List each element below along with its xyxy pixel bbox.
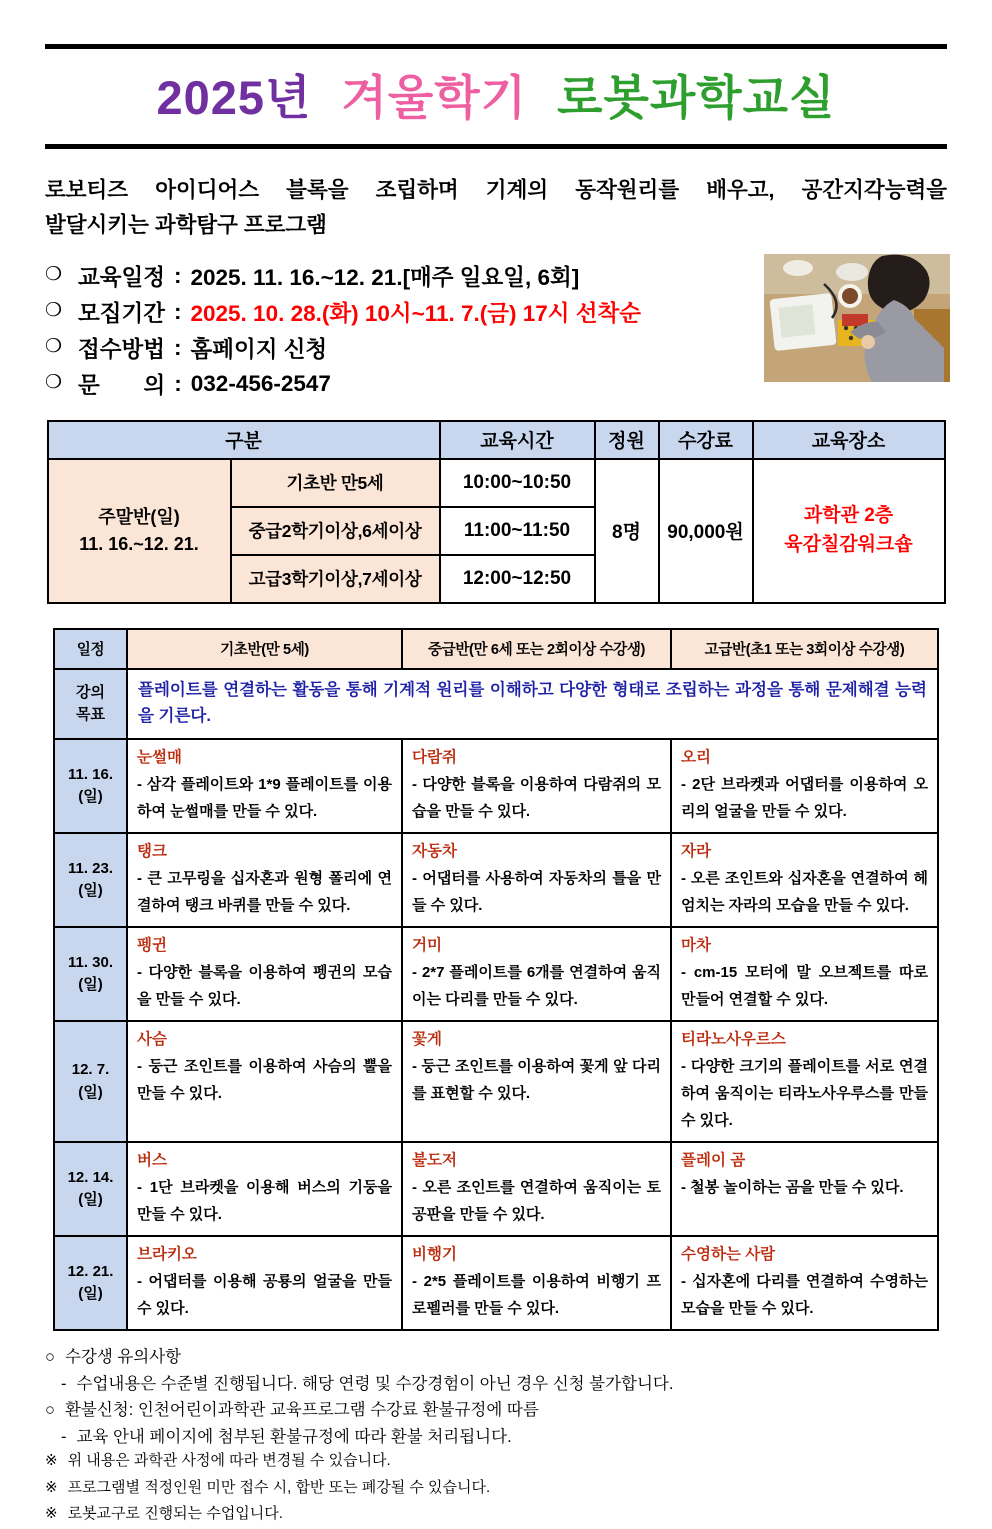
lesson-title: 오리: [681, 749, 711, 767]
circle-bullet-icon: ❍: [45, 264, 63, 285]
date-cell: [54, 927, 127, 1021]
title-bottom-rule: [45, 144, 947, 149]
date-text: 12. 14.: [67, 1168, 114, 1186]
lesson-cell-basic: [127, 833, 402, 927]
circle-bullet-icon: ❍: [45, 372, 63, 393]
lesson-title: 사슴: [137, 1031, 167, 1049]
lesson-cell-intermediate: [402, 739, 671, 833]
goal-label-cell: [54, 669, 127, 740]
note-line: [45, 1370, 947, 1397]
col-header-capacity: 정원: [595, 421, 659, 459]
lesson-desc: - 다양한 블록을 이용하여 다람쥐의 모습을 만들 수 있다.: [412, 776, 661, 821]
info-value-highlight: 2025. 10. 28.(화) 10시~11. 7.(금) 17시 선착순: [190, 300, 641, 326]
circle-marker: ○: [45, 1401, 55, 1420]
note-line: [45, 1502, 947, 1529]
col-header-place: 교육장소: [753, 421, 945, 459]
lesson-desc: - 다양한 크기의 플레이트를 서로 연결하여 움직이는 티라노사우루스를 만들 수 있다.: [681, 1058, 928, 1130]
lesson-desc: - 둥근 조인트를 이용하여 사슴의 뿔을 만들 수 있다.: [137, 1058, 392, 1103]
note-line: [45, 1449, 947, 1476]
circle-bullet-icon: ❍: [45, 336, 63, 357]
col-header-advanced: 고급반(초1 또는 3회이상 수강생): [671, 629, 938, 669]
class-photo: [764, 254, 950, 382]
curriculum-table: [53, 628, 939, 1332]
lesson-title: 불도저: [412, 1152, 457, 1170]
reference-marker: ※: [45, 1452, 58, 1470]
lesson-desc: - 다양한 블록을 이용하여 펭귄의 모습을 만들 수 있다.: [137, 964, 392, 1009]
note-line: [45, 1476, 947, 1503]
reference-marker: ※: [45, 1505, 58, 1523]
note-line: [45, 1423, 947, 1450]
lesson-cell-advanced: [671, 739, 938, 833]
date-text: 11. 30.: [67, 953, 114, 971]
lesson-desc: - 삼각 플레이트와 1*9 플레이트를 이용하여 눈썰매를 만들 수 있다.: [137, 776, 392, 821]
col-header-category: 구분: [48, 421, 440, 459]
title-name: 로봇과학교실: [557, 71, 836, 124]
note-text: 로봇교구로 진행되는 수업입니다.: [67, 1505, 283, 1523]
date-text: 12. 21.: [67, 1262, 114, 1280]
lesson-cell-intermediate: [402, 1021, 671, 1142]
dash-marker: -: [61, 1374, 67, 1393]
day-text: (일): [78, 788, 103, 806]
day-text: (일): [78, 1083, 103, 1101]
day-text: (일): [78, 882, 103, 900]
info-label: 문 의: [78, 372, 166, 398]
circle-marker: ○: [45, 1348, 55, 1367]
lesson-title: 자라: [681, 843, 711, 861]
lesson-desc: - 큰 고무링을 십자혼과 원형 폴리에 연결하여 탱크 바퀴를 만들 수 있다.: [137, 870, 392, 915]
info-label: 교육일정: [78, 264, 165, 290]
date-text: 11. 23.: [67, 859, 114, 877]
lesson-desc: - cm-15 모터에 말 오브젝트를 따로 만들어 연결할 수 있다.: [681, 964, 928, 1009]
info-label: 접수방법: [78, 336, 165, 362]
info-colon: :: [174, 262, 182, 288]
title-year: 2025년: [156, 71, 312, 124]
lesson-desc: - 오른 조인트와 십자혼을 연결하여 헤엄치는 자라의 모습을 만들 수 있다.: [681, 870, 928, 915]
note-text: 환불신청: 인천어린이과학관 교육프로그램 수강료 환불규정에 따름: [64, 1401, 539, 1420]
lesson-desc: - 어댑터를 사용하여 자동차의 틀을 만들 수 있다.: [412, 870, 661, 915]
lesson-title: 탱크: [137, 843, 167, 861]
lesson-desc: - 2*7 플레이트를 6개를 연결하여 움직이는 다리를 만들 수 있다.: [412, 964, 661, 1009]
day-text: (일): [78, 976, 103, 994]
info-label: 모집기간: [78, 300, 165, 326]
place-line-2: 육감칠감워크숍: [784, 533, 913, 555]
info-colon: :: [174, 334, 182, 360]
info-value: 032-456-2547: [190, 370, 331, 396]
lesson-cell-intermediate: [402, 1236, 671, 1330]
lesson-title: 마차: [681, 937, 711, 955]
intro-line-1: 로보티즈 아이디어스 블록을 조립하며 기계의 동작원리를 배우고, 공간지각능력을: [45, 178, 947, 202]
lesson-cell-intermediate: [402, 1142, 671, 1236]
info-value: 2025. 11. 16.~12. 21.[매주 일요일, 6회]: [190, 264, 580, 290]
intro-paragraph: [45, 173, 947, 244]
lesson-title: 수영하는 사람: [681, 1246, 776, 1264]
col-header-time: 교육시간: [440, 421, 595, 459]
circle-bullet-icon: ❍: [45, 300, 63, 321]
lesson-title: 거미: [412, 937, 442, 955]
note-text: 위 내용은 과학관 사정에 따라 변경될 수 있습니다.: [67, 1452, 391, 1470]
lesson-cell-advanced: [671, 927, 938, 1021]
lesson-desc: - 2단 브라켓과 어댑터를 이용하여 오리의 얼굴을 만들 수 있다.: [681, 776, 928, 821]
date-cell: [54, 1236, 127, 1330]
lesson-cell-advanced: [671, 833, 938, 927]
flyer-page: [0, 44, 992, 1529]
note-text: 프로그램별 적정인원 미만 접수 시, 합반 또는 폐강될 수 있습니다.: [67, 1478, 491, 1496]
class-time-basic: 10:00~10:50: [440, 459, 595, 507]
capacity-cell: 8명: [595, 459, 659, 603]
lesson-desc: - 철봉 놀이하는 곰을 만들 수 있다.: [681, 1179, 904, 1197]
lesson-desc: - 어댑터를 이용해 공룡의 얼굴을 만들 수 있다.: [137, 1273, 392, 1318]
lesson-title: 눈썰매: [137, 749, 182, 767]
col-header-basic: 기초반(만 5세): [127, 629, 402, 669]
program-info: [45, 258, 947, 400]
lesson-cell-basic: [127, 739, 402, 833]
col-header-intermediate: 중급반(만 6세 또는 2회이상 수강생): [402, 629, 671, 669]
class-name-advanced: 고급3학기이상,7세이상: [231, 555, 440, 603]
lesson-cell-basic: [127, 1142, 402, 1236]
note-text: 교육 안내 페이지에 첨부된 환불규정에 따라 환불 처리됩니다.: [76, 1427, 512, 1446]
fee-cell: 90,000원: [659, 459, 753, 603]
lesson-desc: - 둥근 조인트를 이용하여 꽃게 앞 다리를 표현할 수 있다.: [412, 1058, 661, 1103]
info-colon: :: [174, 298, 182, 324]
place-cell: [753, 459, 945, 603]
col-header-schedule: 일정: [54, 629, 127, 669]
lesson-title: 브라키오: [137, 1246, 197, 1264]
lesson-title: 비행기: [412, 1246, 457, 1264]
date-text: 11. 16.: [67, 765, 114, 783]
note-text: 수강생 유의사항: [64, 1348, 182, 1367]
col-header-fee: 수강료: [659, 421, 753, 459]
reference-marker: ※: [45, 1478, 58, 1496]
day-text: (일): [78, 1191, 103, 1209]
lesson-title: 버스: [137, 1152, 167, 1170]
note-line: [45, 1396, 947, 1423]
goal-text-cell: 플레이트를 연결하는 활동을 통해 기계적 원리를 이해하고 다양한 형태로 조립하는 과정을 통해 문제해결 능력을 기른다.: [127, 669, 938, 740]
class-time-advanced: 12:00~12:50: [440, 555, 595, 603]
lesson-desc: - 1단 브라켓을 이용해 버스의 기둥을 만들 수 있다.: [137, 1179, 392, 1224]
lesson-cell-advanced: [671, 1021, 938, 1142]
group-name: 주말반(일): [98, 507, 180, 528]
intro-line-2: 발달시키는 과학탐구 프로그램: [45, 213, 327, 238]
lesson-title: 펭귄: [137, 937, 167, 955]
lesson-cell-advanced: [671, 1142, 938, 1236]
page-title: [45, 49, 947, 144]
class-name-basic: 기초반 만5세: [231, 459, 440, 507]
lesson-title: 플레이 곰: [681, 1152, 746, 1170]
date-cell: [54, 1021, 127, 1142]
class-time-intermediate: 11:00~11:50: [440, 507, 595, 555]
group-dates: 11. 16.~12. 21.: [79, 533, 199, 554]
info-value: 홈페이지 신청: [190, 336, 328, 362]
title-season: 겨울학기: [341, 71, 528, 124]
note-line: [45, 1343, 947, 1370]
date-cell: [54, 739, 127, 833]
lesson-desc: - 오른 조인트를 연결하여 움직이는 토공판을 만들 수 있다.: [412, 1179, 661, 1224]
goal-label-line-1: 강의: [76, 684, 105, 702]
date-cell: [54, 833, 127, 927]
lesson-title: 다람쥐: [412, 749, 457, 767]
class-name-intermediate: 중급2학기이상,6세이상: [231, 507, 440, 555]
place-line-1: 과학관 2층: [803, 505, 894, 526]
lesson-title: 꽃게: [412, 1031, 442, 1049]
lesson-desc: - 2*5 플레이트를 이용하여 비행기 프로펠러를 만들 수 있다.: [412, 1273, 661, 1318]
schedule-table: [47, 420, 946, 604]
lesson-cell-basic: [127, 1236, 402, 1330]
date-cell: [54, 1142, 127, 1236]
info-colon: :: [174, 370, 182, 396]
lesson-cell-advanced: [671, 1236, 938, 1330]
lesson-cell-intermediate: [402, 833, 671, 927]
lesson-cell-basic: [127, 1021, 402, 1142]
lesson-title: 티라노사우르스: [681, 1031, 786, 1049]
lesson-cell-intermediate: [402, 927, 671, 1021]
lesson-title: 자동차: [412, 843, 457, 861]
note-text: 수업내용은 수준별 진행됩니다. 해당 연령 및 수강경험이 아닌 경우 신청 불가합니다.: [76, 1374, 674, 1393]
dash-marker: -: [61, 1427, 67, 1446]
group-cell-weekend: [48, 459, 231, 603]
day-text: (일): [78, 1285, 103, 1303]
date-text: 12. 7.: [71, 1061, 110, 1079]
goal-label-line-2: 목표: [76, 705, 105, 723]
lesson-cell-basic: [127, 927, 402, 1021]
footer-notes: [45, 1343, 947, 1529]
lesson-desc: - 십자혼에 다리를 연결하여 수영하는 모습을 만들 수 있다.: [681, 1273, 928, 1318]
